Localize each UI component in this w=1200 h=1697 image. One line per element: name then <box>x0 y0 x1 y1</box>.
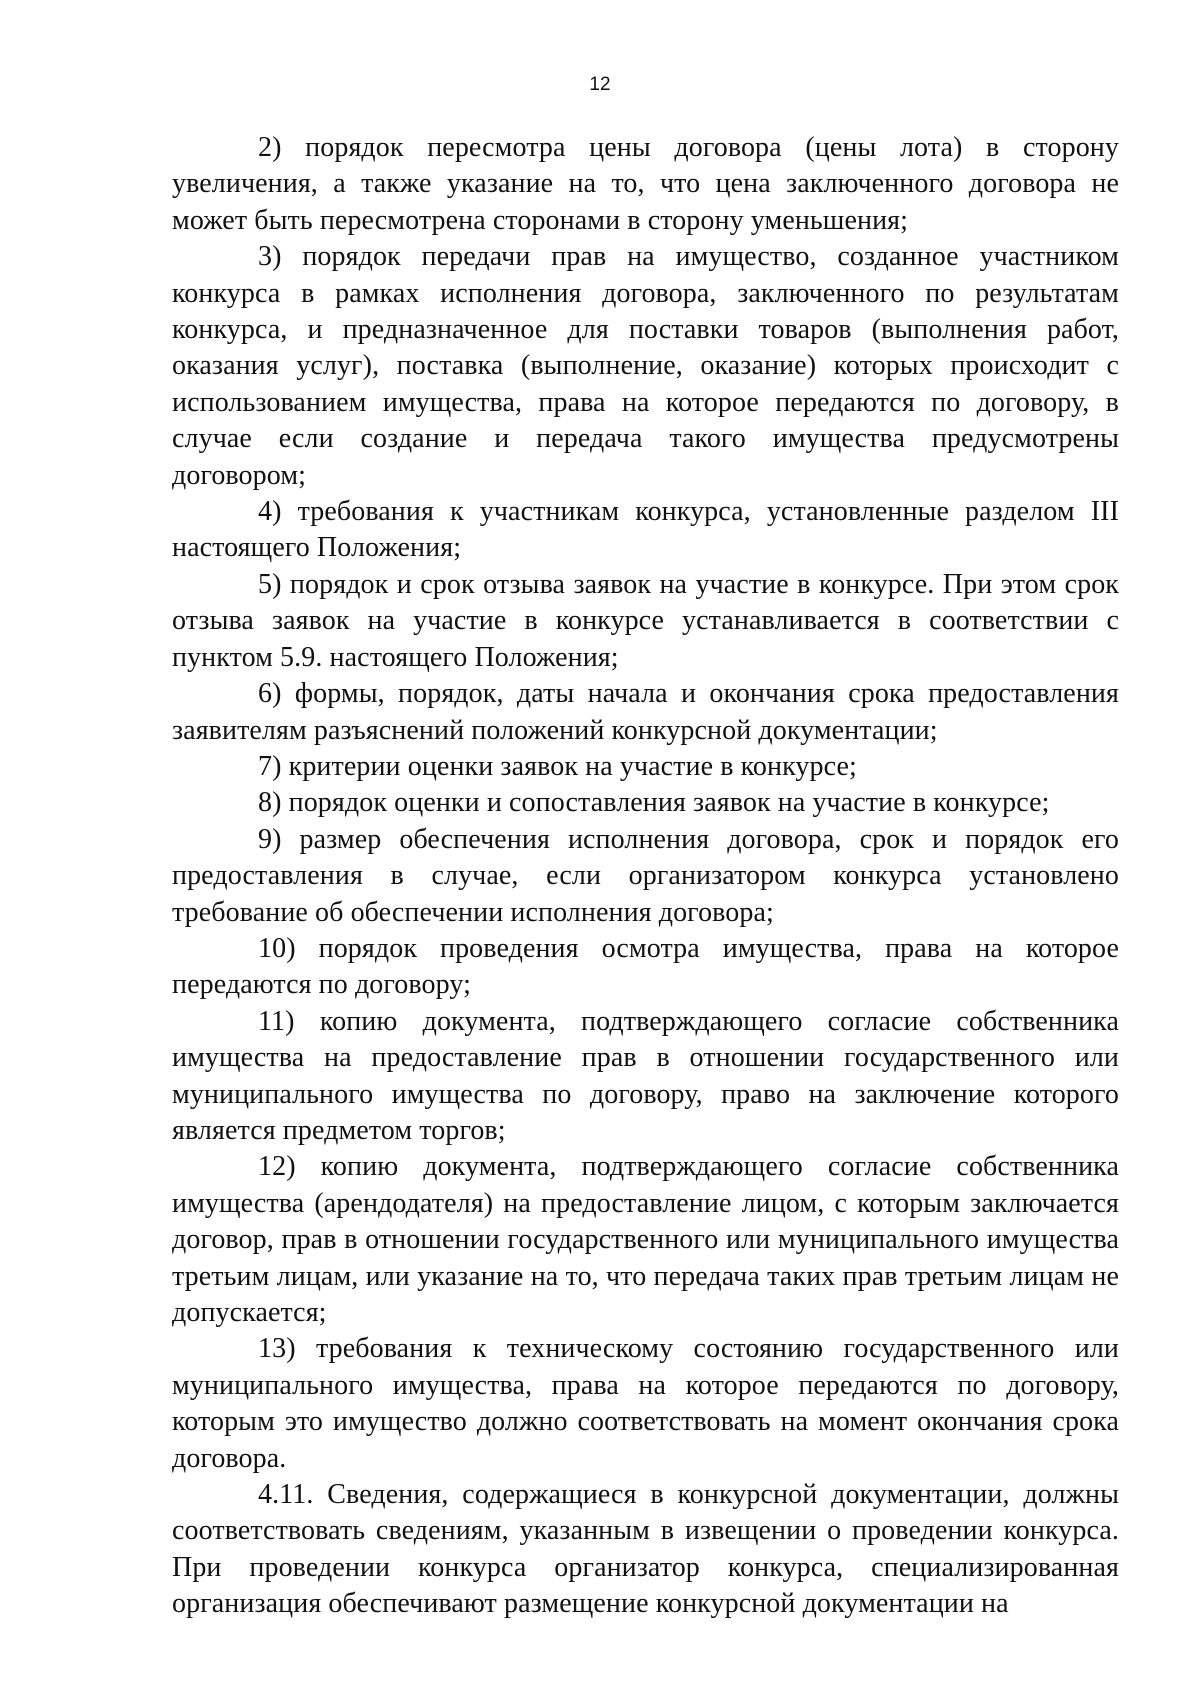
paragraph-item-7: 7) критерии оценки заявок на участие в конкурсе; <box>258 750 857 782</box>
paragraph-item-2: 2) порядок пересмотра цены договора (цены лота) в сторону увеличения, а также указание на то, что цена заключенного договора не может быть пересмотрена сторонами в сторону уменьшения; <box>172 132 1119 236</box>
paragraph-item-9: 9) размер обеспечения исполнения договора, срок и порядок его предоставления в случае, если организатором конкурса установлено требование об обеспечении исполнения договора; <box>172 823 1119 928</box>
paragraph-item-12: 12) копию документа, подтверждающего согласие собственника имущества (арендодателя) на предоставление лицом, с которым заключается договор, прав в отношении государственного или муниципального имущества третьим лицам, или указание на то, что передача таких прав третьим лицам не допускается; <box>172 1151 1119 1328</box>
page-number: 12 <box>589 74 611 95</box>
paragraph-item-3: 3) порядок передачи прав на имущество, созданное участником конкурса в рамках исполнения договора, заключенного по результатам конкурса, и предназначенное для поставки товаров (выполнения работ, оказания услуг), поставка (выполнение, оказание) которых происходит с использованием имущества, права на которое передаются по договору, в случае если создание и передача такого имущества предусмотрены договором; <box>172 241 1119 491</box>
paragraph-item-5: 5) порядок и срок отзыва заявок на участие в конкурсе. При этом срок отзыва заявок на участие в конкурсе устанавливается в соответствии с пунктом 5.9. настоящего Положения; <box>172 568 1119 673</box>
paragraph-item-4: 4) требования к участникам конкурса, установленные разделом III настоящего Положения; <box>172 496 1119 564</box>
paragraph-item-11: 11) копию документа, подтверждающего согласие собственника имущества на предоставление прав в отношении государственного или муниципального имущества по договору, право на заключение которого является предметом торгов; <box>172 1005 1119 1146</box>
paragraph-item-6: 6) формы, порядок, даты начала и окончания срока предоставления заявителям разъяснений положений конкурсной документации; <box>172 678 1119 746</box>
section-paragraph-4-11: 4.11. Сведения, содержащиеся в конкурсной документации, должны соответствовать сведениям, указанным в извещении о проведении конкурса. При проведении конкурса организатор конкурса, специализированная организация обеспечивают размещение конкурсной документации на <box>172 1479 1119 1620</box>
paragraph-item-10: 10) порядок проведения осмотра имущества, права на которое передаются по договору; <box>172 932 1119 1001</box>
paragraph-item-13: 13) требования к техническому состоянию государственного или муниципального имущества, права на которое передаются по договору, которым это имущество должно соответствовать на момент окончания срока договора. <box>172 1333 1119 1474</box>
paragraph-item-8: 8) порядок оценки и сопоставления заявок на участие в конкурсе; <box>258 787 1050 819</box>
document-body <box>172 130 1119 1623</box>
